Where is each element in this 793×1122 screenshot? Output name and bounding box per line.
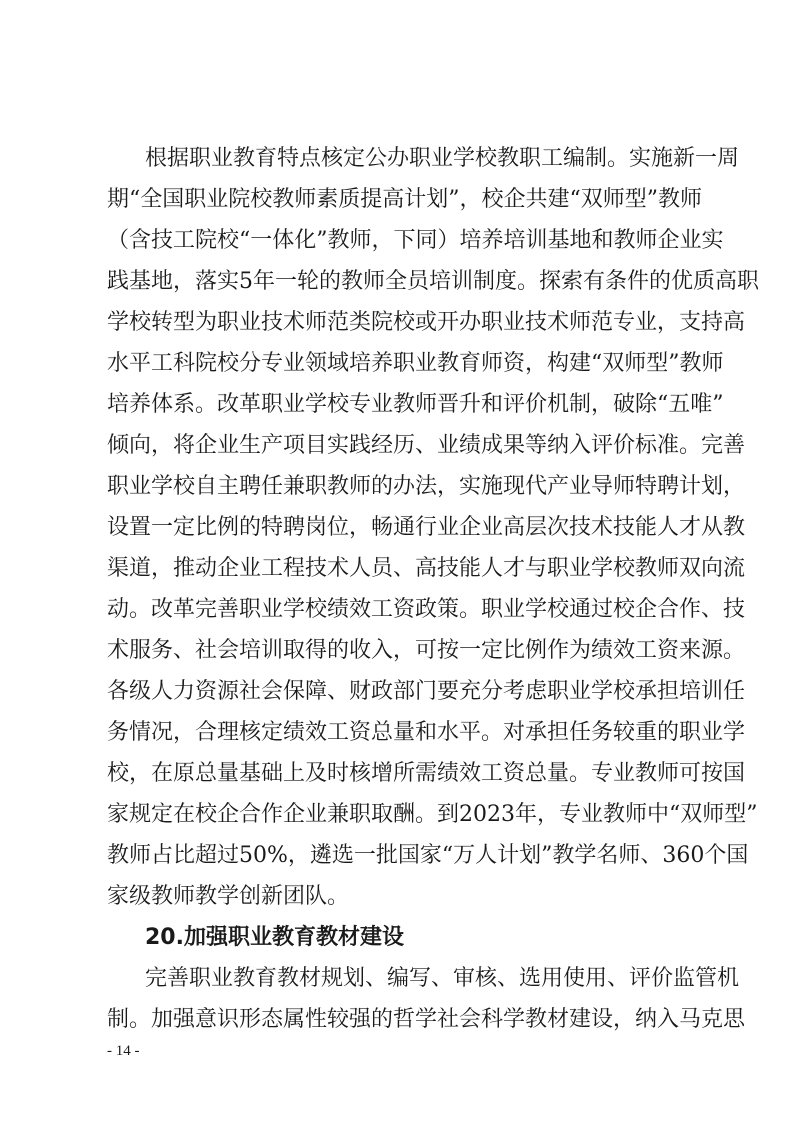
paragraph-line: 校，在原总量基础上及时核增所需绩效工资总量。专业教师可按国 — [107, 761, 746, 786]
paragraph-line: 渠道，推动企业工程技术人员、高技能人才与职业学校教师双向流 — [107, 556, 746, 581]
paragraph-line: 践基地，落实5年一轮的教师全员培训制度。探索有条件的优质高职 — [107, 269, 759, 294]
section-heading: 20.加强职业教育教材建设 — [145, 925, 404, 950]
paragraph-line: （含技工院校“一体化”教师，下同）培养培训基地和教师企业实 — [107, 228, 724, 253]
paragraph-line: 动。改革完善职业学校绩效工资政策。职业学校通过校企合作、技 — [107, 597, 746, 622]
paragraph-line: 培养体系。改革职业学校专业教师晋升和评价机制，破除“五唯” — [107, 392, 724, 417]
paragraph-line: 家级教师教学创新团队。 — [107, 884, 350, 909]
paragraph-line: 完善职业教育教材规划、编写、审核、选用使用、评价监管机 — [145, 966, 740, 991]
paragraph-line: 设置一定比例的特聘岗位，畅通行业企业高层次技术技能人才从教 — [107, 515, 746, 540]
paragraph-line: 术服务、社会培训取得的收入，可按一定比例作为绩效工资来源。 — [107, 638, 746, 663]
paragraph-line: 各级人力资源社会保障、财政部门要充分考虑职业学校承担培训任 — [107, 679, 746, 704]
paragraph-line: 期“全国职业院校教师素质提高计划”，校企共建“双师型”教师 — [107, 187, 702, 212]
paragraph-line: 家规定在校企合作企业兼职取酬。到2023年，专业教师中“双师型” — [107, 802, 758, 827]
paragraph-line: 水平工科院校分专业领域培养职业教育师资，构建“双师型”教师 — [107, 351, 724, 376]
paragraph-line: 倾向，将企业生产项目实践经历、业绩成果等纳入评价标准。完善 — [107, 433, 746, 458]
paragraph-line: 根据职业教育特点核定公办职业学校教职工编制。实施新一周 — [145, 146, 740, 171]
paragraph-line: 职业学校自主聘任兼职教师的办法，实施现代产业导师特聘计划， — [107, 474, 746, 499]
paragraph-line: 务情况，合理核定绩效工资总量和水平。对承担任务较重的职业学 — [107, 720, 746, 745]
paragraph-line: 教师占比超过50%，遴选一批国家“万人计划”教学名师、360个国 — [107, 843, 749, 868]
page-number: - 14 - — [107, 1043, 140, 1059]
paragraph-line: 学校转型为职业技术师范类院校或开办职业技术师范专业，支持高 — [107, 310, 746, 335]
paragraph-line: 制。加强意识形态属性较强的哲学社会科学教材建设，纳入马克思 — [107, 1007, 746, 1032]
